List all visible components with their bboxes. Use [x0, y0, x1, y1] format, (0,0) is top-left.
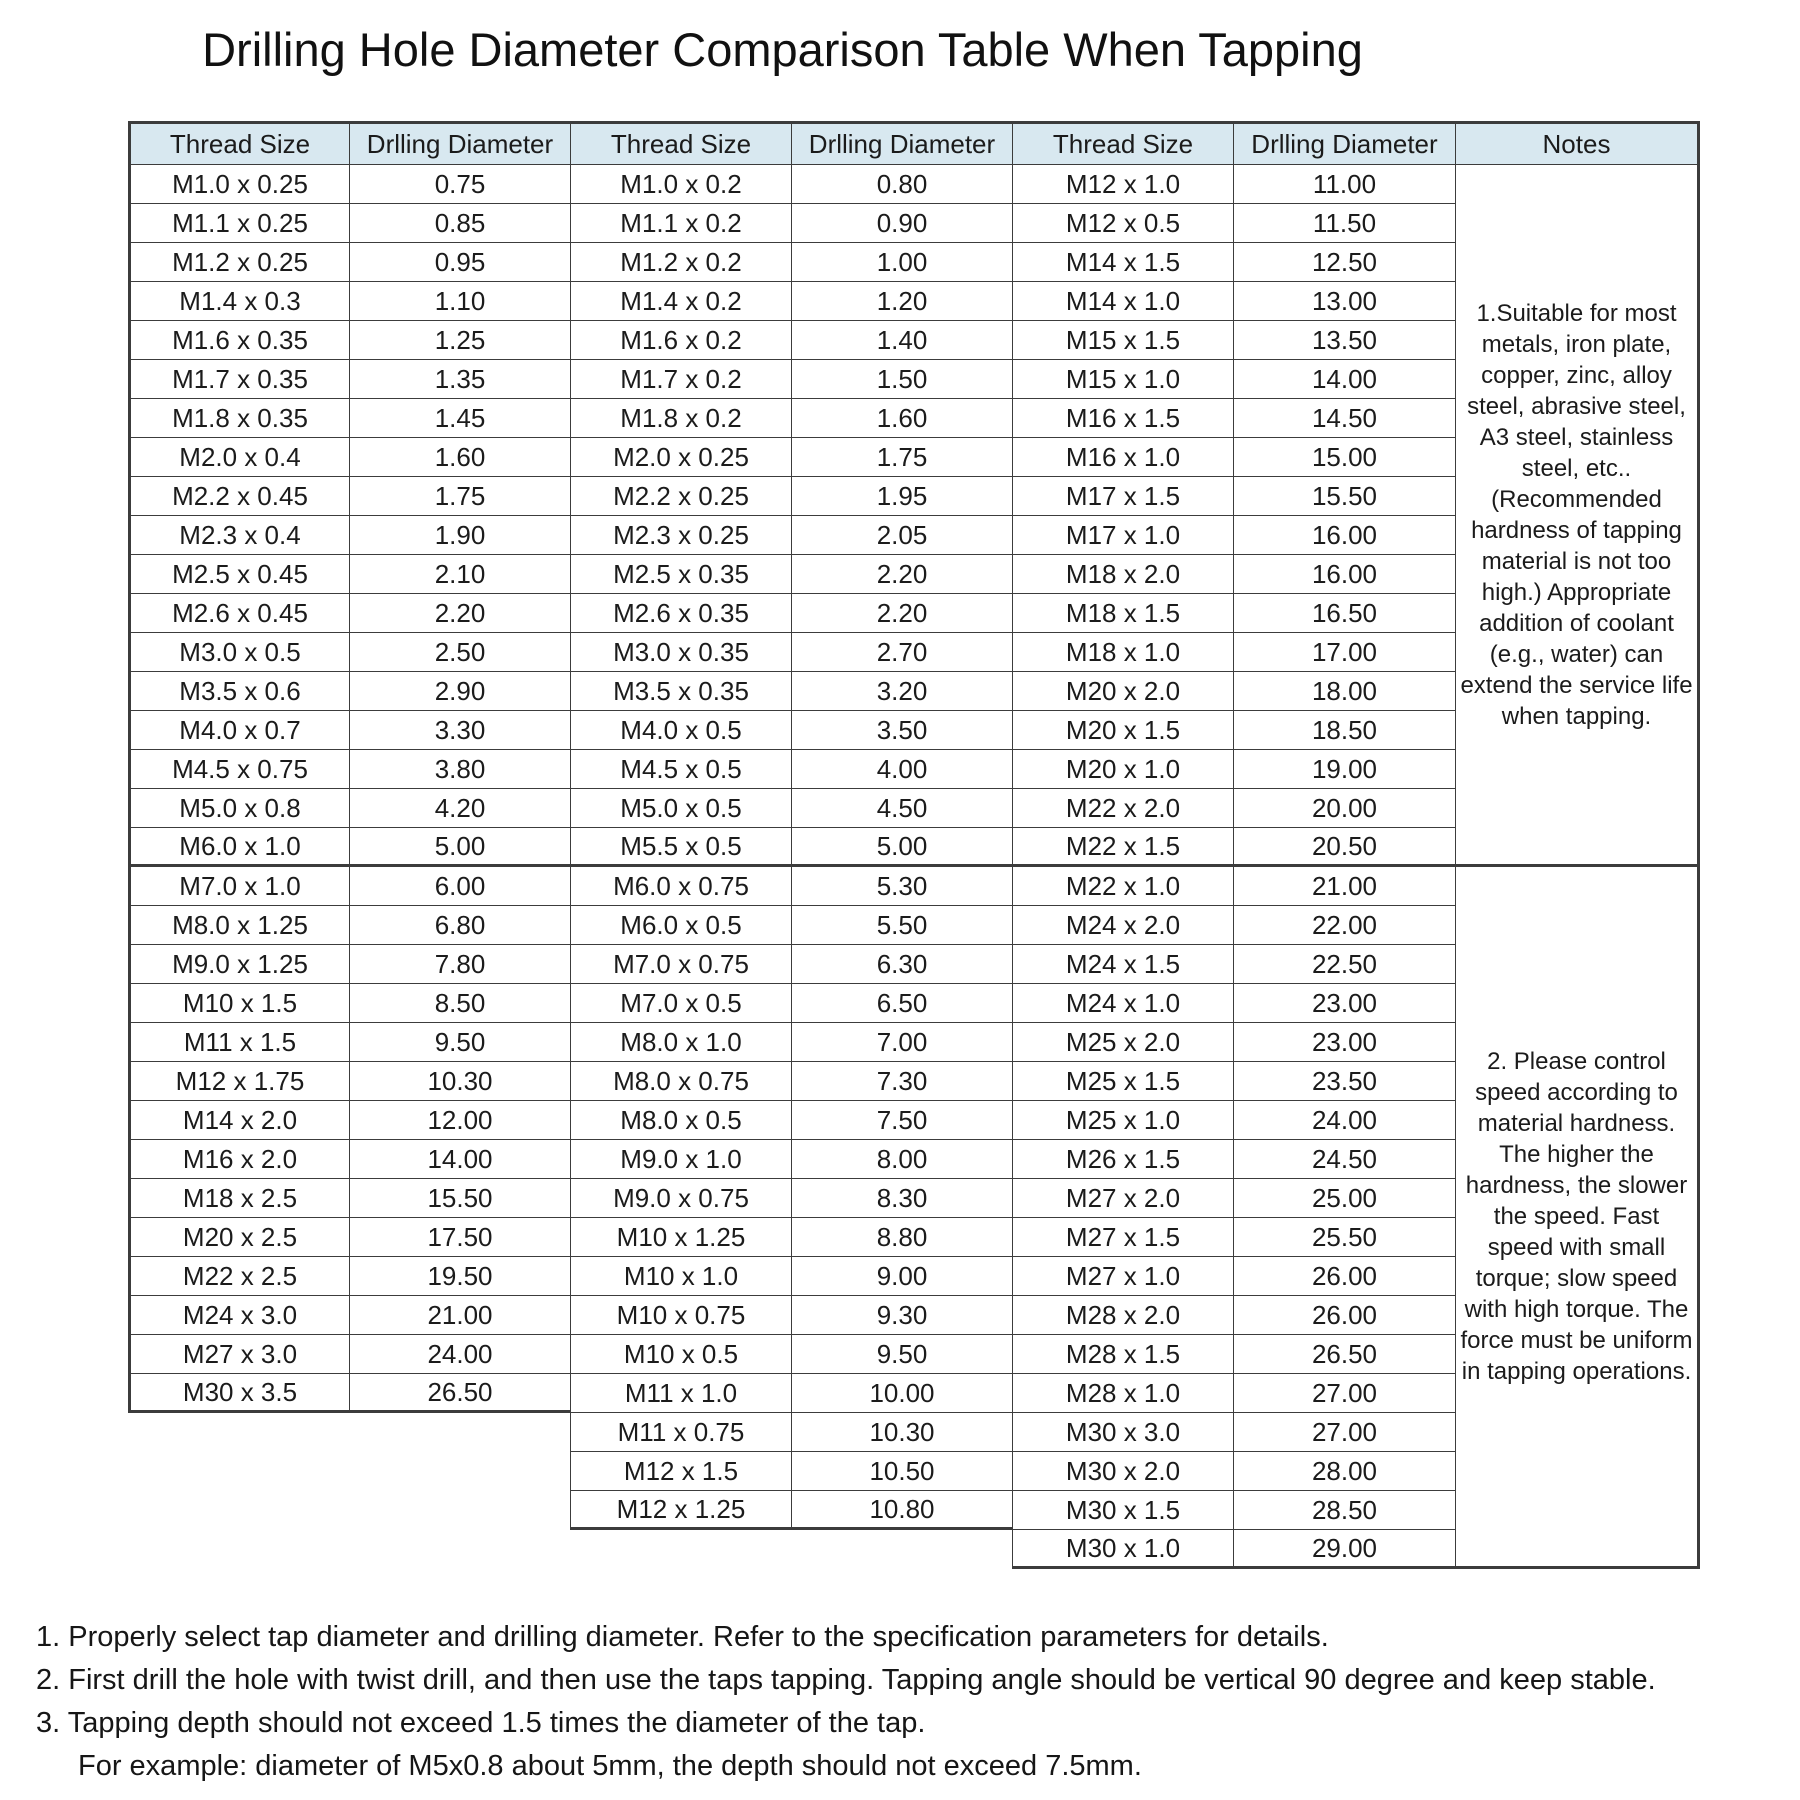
drill-diameter-cell: 26.50 — [350, 1374, 570, 1413]
thread-size-cell: M7.0 x 0.5 — [571, 984, 791, 1023]
thread-size-cell: M30 x 3.5 — [131, 1374, 349, 1413]
drill-diameter-cell: 12.00 — [350, 1101, 570, 1140]
drill-diameter-cell: 29.00 — [1234, 1530, 1455, 1569]
drill-diameter-cell: 6.80 — [350, 906, 570, 945]
thread-size-cell: M4.5 x 0.5 — [571, 750, 791, 789]
drill-diameter-cell: 14.00 — [350, 1140, 570, 1179]
thread-size-cell: M1.6 x 0.2 — [571, 321, 791, 360]
drill-diameter-cell: 12.50 — [1234, 243, 1455, 282]
drill-diameter-cell: 4.50 — [792, 789, 1012, 828]
drill-diameter-cell: 28.00 — [1234, 1452, 1455, 1491]
footer-note-3: 3. Tapping depth should not exceed 1.5 times the diameter of the tap. — [36, 1707, 926, 1739]
drill-diameter-cell: 0.90 — [792, 204, 1012, 243]
thread-size-cell: M27 x 1.5 — [1013, 1218, 1233, 1257]
thread-size-cell: M1.8 x 0.35 — [131, 399, 349, 438]
drill-diameter-cell: 26.00 — [1234, 1296, 1455, 1335]
drill-diameter-cell: 20.00 — [1234, 789, 1455, 828]
thread-size-cell: M18 x 1.0 — [1013, 633, 1233, 672]
drill-diameter-cell: 25.50 — [1234, 1218, 1455, 1257]
thread-size-cell: M1.4 x 0.2 — [571, 282, 791, 321]
thread-size-cell: M16 x 1.0 — [1013, 438, 1233, 477]
thread-col-3 — [1012, 121, 1233, 1569]
thread-size-cell: M30 x 1.5 — [1013, 1491, 1233, 1530]
drill-diameter-cell: 9.00 — [792, 1257, 1012, 1296]
thread-size-cell: M14 x 1.5 — [1013, 243, 1233, 282]
drill-diameter-cell: 10.80 — [792, 1491, 1012, 1530]
thread-size-cell: M6.0 x 0.5 — [571, 906, 791, 945]
thread-size-cell: M30 x 3.0 — [1013, 1413, 1233, 1452]
thread-size-cell: M27 x 1.0 — [1013, 1257, 1233, 1296]
thread-size-cell: M2.2 x 0.45 — [131, 477, 349, 516]
thread-size-cell: M2.5 x 0.35 — [571, 555, 791, 594]
drill-diameter-cell: 17.00 — [1234, 633, 1455, 672]
thread-size-cell: M2.0 x 0.4 — [131, 438, 349, 477]
thread-size-cell: M27 x 2.0 — [1013, 1179, 1233, 1218]
drill-diameter-cell: 1.75 — [350, 477, 570, 516]
drill-diameter-cell: 8.80 — [792, 1218, 1012, 1257]
thread-size-cell: M25 x 2.0 — [1013, 1023, 1233, 1062]
thread-size-cell: M2.6 x 0.45 — [131, 594, 349, 633]
drill-diameter-cell: 5.30 — [792, 867, 1012, 906]
drill-diameter-cell: 2.70 — [792, 633, 1012, 672]
footer-notes — [36, 1616, 1656, 1788]
thread-size-cell: M4.5 x 0.75 — [131, 750, 349, 789]
thread-size-cell: M24 x 1.0 — [1013, 984, 1233, 1023]
thread-size-cell: M11 x 0.75 — [571, 1413, 791, 1452]
thread-size-cell: M1.0 x 0.25 — [131, 165, 349, 204]
thread-size-cell: M10 x 1.5 — [131, 984, 349, 1023]
drill-diameter-cell: 1.45 — [350, 399, 570, 438]
thread-size-cell: M11 x 1.5 — [131, 1023, 349, 1062]
drill-diameter-cell: 1.95 — [792, 477, 1012, 516]
drill-diameter-cell: 17.50 — [350, 1218, 570, 1257]
drill-diameter-cell: 16.50 — [1234, 594, 1455, 633]
thread-size-cell: M25 x 1.0 — [1013, 1101, 1233, 1140]
thread-size-cell: M1.0 x 0.2 — [571, 165, 791, 204]
drill-diameter-cell: 2.20 — [350, 594, 570, 633]
drill-diameter-cell: 10.00 — [792, 1374, 1012, 1413]
thread-size-cell: M4.0 x 0.7 — [131, 711, 349, 750]
drill-diameter-cell: 28.50 — [1234, 1491, 1455, 1530]
thread-size-cell: M10 x 1.0 — [571, 1257, 791, 1296]
drill-diameter-cell: 11.00 — [1234, 165, 1455, 204]
thread-size-cell: M1.2 x 0.25 — [131, 243, 349, 282]
drill-diameter-cell: 21.00 — [350, 1296, 570, 1335]
thread-size-cell: M22 x 2.5 — [131, 1257, 349, 1296]
page-title: Drilling Hole Diameter Comparison Table When Tapping — [202, 23, 1363, 76]
drill-diameter-cell: 26.00 — [1234, 1257, 1455, 1296]
drill-diameter-cell: 8.50 — [350, 984, 570, 1023]
drill-diameter-cell: 1.90 — [350, 516, 570, 555]
thread-size-cell: M1.7 x 0.2 — [571, 360, 791, 399]
drill-diameter-cell: 0.95 — [350, 243, 570, 282]
drill-diameter-cell: 3.50 — [792, 711, 1012, 750]
thread-size-cell: M17 x 1.0 — [1013, 516, 1233, 555]
thread-size-cell: M5.5 x 0.5 — [571, 828, 791, 867]
thread-size-cell: M7.0 x 0.75 — [571, 945, 791, 984]
thread-col-1 — [128, 121, 349, 1413]
thread-size-cell: M10 x 1.25 — [571, 1218, 791, 1257]
thread-size-cell: M8.0 x 0.5 — [571, 1101, 791, 1140]
drill-diameter-cell: 24.00 — [350, 1335, 570, 1374]
drill-diameter-cell: 4.20 — [350, 789, 570, 828]
drill-diameter-cell: 0.85 — [350, 204, 570, 243]
drill-diameter-cell: 14.50 — [1234, 399, 1455, 438]
thread-size-cell: M18 x 2.0 — [1013, 555, 1233, 594]
drill-diameter-cell: 27.00 — [1234, 1374, 1455, 1413]
thread-size-cell: M30 x 2.0 — [1013, 1452, 1233, 1491]
drill-diameter-cell: 18.50 — [1234, 711, 1455, 750]
drill-diameter-cell: 10.30 — [792, 1413, 1012, 1452]
drill-diameter-cell: 5.50 — [792, 906, 1012, 945]
thread-size-cell: M6.0 x 0.75 — [571, 867, 791, 906]
drill-diameter-cell: 10.30 — [350, 1062, 570, 1101]
drill-diameter-cell: 1.40 — [792, 321, 1012, 360]
thread-size-cell: M2.3 x 0.25 — [571, 516, 791, 555]
drill-diameter-cell: 25.00 — [1234, 1179, 1455, 1218]
thread-size-cell: M12 x 0.5 — [1013, 204, 1233, 243]
thread-size-cell: M7.0 x 1.0 — [131, 867, 349, 906]
column-header: Drlling Diameter — [350, 121, 570, 165]
drill-diameter-cell: 2.10 — [350, 555, 570, 594]
thread-size-cell: M12 x 1.5 — [571, 1452, 791, 1491]
column-header: Thread Size — [571, 121, 791, 165]
tapping-table — [128, 121, 1700, 1569]
thread-size-cell: M9.0 x 1.0 — [571, 1140, 791, 1179]
drill-diameter-cell: 5.00 — [350, 828, 570, 867]
thread-size-cell: M2.5 x 0.45 — [131, 555, 349, 594]
diameter-col-3 — [1233, 121, 1455, 1569]
thread-size-cell: M22 x 1.0 — [1013, 867, 1233, 906]
thread-size-cell: M10 x 0.5 — [571, 1335, 791, 1374]
thread-size-cell: M3.5 x 0.6 — [131, 672, 349, 711]
thread-size-cell: M16 x 2.0 — [131, 1140, 349, 1179]
drill-diameter-cell: 1.60 — [350, 438, 570, 477]
column-header: Thread Size — [131, 121, 349, 165]
drill-diameter-cell: 19.00 — [1234, 750, 1455, 789]
drill-diameter-cell: 1.60 — [792, 399, 1012, 438]
drill-diameter-cell: 2.20 — [792, 555, 1012, 594]
drill-diameter-cell: 13.50 — [1234, 321, 1455, 360]
drill-diameter-cell: 23.00 — [1234, 1023, 1455, 1062]
thread-size-cell: M22 x 1.5 — [1013, 828, 1233, 867]
drill-diameter-cell: 2.90 — [350, 672, 570, 711]
column-header: Drlling Diameter — [1234, 121, 1455, 165]
drill-diameter-cell: 20.50 — [1234, 828, 1455, 867]
thread-size-cell: M9.0 x 0.75 — [571, 1179, 791, 1218]
thread-size-cell: M15 x 1.0 — [1013, 360, 1233, 399]
drill-diameter-cell: 7.30 — [792, 1062, 1012, 1101]
drill-diameter-cell: 6.30 — [792, 945, 1012, 984]
thread-size-cell: M1.6 x 0.35 — [131, 321, 349, 360]
drill-diameter-cell: 18.00 — [1234, 672, 1455, 711]
column-header: Drlling Diameter — [792, 121, 1012, 165]
drill-diameter-cell: 16.00 — [1234, 555, 1455, 594]
drill-diameter-cell: 22.50 — [1234, 945, 1455, 984]
drill-diameter-cell: 3.30 — [350, 711, 570, 750]
drill-diameter-cell: 24.50 — [1234, 1140, 1455, 1179]
thread-size-cell: M8.0 x 1.25 — [131, 906, 349, 945]
drill-diameter-cell: 2.20 — [792, 594, 1012, 633]
thread-size-cell: M5.0 x 0.5 — [571, 789, 791, 828]
drill-diameter-cell: 9.50 — [792, 1335, 1012, 1374]
drill-diameter-cell: 1.20 — [792, 282, 1012, 321]
drill-diameter-cell: 13.00 — [1234, 282, 1455, 321]
thread-size-cell: M2.2 x 0.25 — [571, 477, 791, 516]
drill-diameter-cell: 14.00 — [1234, 360, 1455, 399]
thread-size-cell: M3.0 x 0.35 — [571, 633, 791, 672]
thread-size-cell: M14 x 1.0 — [1013, 282, 1233, 321]
thread-size-cell: M17 x 1.5 — [1013, 477, 1233, 516]
drill-diameter-cell: 7.80 — [350, 945, 570, 984]
thread-size-cell: M1.1 x 0.2 — [571, 204, 791, 243]
footer-note-2: 2. First drill the hole with twist drill, and then use the taps tapping. Tapping angle should be vertical 90 degree and keep stable. — [36, 1664, 1656, 1696]
thread-size-cell: M20 x 1.0 — [1013, 750, 1233, 789]
thread-size-cell: M30 x 1.0 — [1013, 1530, 1233, 1569]
drill-diameter-cell: 2.50 — [350, 633, 570, 672]
thread-size-cell: M3.0 x 0.5 — [131, 633, 349, 672]
thread-size-cell: M22 x 2.0 — [1013, 789, 1233, 828]
drill-diameter-cell: 11.50 — [1234, 204, 1455, 243]
footer-note-4: For example: diameter of M5x0.8 about 5mm, the depth should not exceed 7.5mm. — [78, 1750, 1142, 1782]
drill-diameter-cell: 27.00 — [1234, 1413, 1455, 1452]
diameter-col-2 — [791, 121, 1012, 1530]
drill-diameter-cell: 0.75 — [350, 165, 570, 204]
diameter-col-1 — [349, 121, 570, 1413]
notes-section-1: 1.Suitable for most metals, iron plate, copper, zinc, alloy steel, abrasive steel, A3 steel, stainless steel, etc..(Recommended hardness of tapping material is not too high.) Appropriate addition of coolant (e.g., water) can extend the service life when tapping. — [1456, 165, 1700, 867]
thread-size-cell: M4.0 x 0.5 — [571, 711, 791, 750]
drill-diameter-cell: 1.75 — [792, 438, 1012, 477]
drill-diameter-cell: 23.00 — [1234, 984, 1455, 1023]
drill-diameter-cell: 15.50 — [1234, 477, 1455, 516]
thread-size-cell: M18 x 2.5 — [131, 1179, 349, 1218]
thread-size-cell: M16 x 1.5 — [1013, 399, 1233, 438]
thread-size-cell: M3.5 x 0.35 — [571, 672, 791, 711]
thread-size-cell: M28 x 2.0 — [1013, 1296, 1233, 1335]
drill-diameter-cell: 15.00 — [1234, 438, 1455, 477]
drill-diameter-cell: 1.10 — [350, 282, 570, 321]
thread-size-cell: M10 x 0.75 — [571, 1296, 791, 1335]
thread-size-cell: M28 x 1.0 — [1013, 1374, 1233, 1413]
thread-size-cell: M15 x 1.5 — [1013, 321, 1233, 360]
drill-diameter-cell: 4.00 — [792, 750, 1012, 789]
drill-diameter-cell: 1.25 — [350, 321, 570, 360]
thread-size-cell: M24 x 2.0 — [1013, 906, 1233, 945]
thread-size-cell: M24 x 3.0 — [131, 1296, 349, 1335]
thread-size-cell: M25 x 1.5 — [1013, 1062, 1233, 1101]
drill-diameter-cell: 8.00 — [792, 1140, 1012, 1179]
drill-diameter-cell: 7.00 — [792, 1023, 1012, 1062]
drill-diameter-cell: 23.50 — [1234, 1062, 1455, 1101]
thread-size-cell: M1.8 x 0.2 — [571, 399, 791, 438]
thread-size-cell: M20 x 1.5 — [1013, 711, 1233, 750]
thread-size-cell: M8.0 x 1.0 — [571, 1023, 791, 1062]
thread-size-cell: M26 x 1.5 — [1013, 1140, 1233, 1179]
thread-size-cell: M24 x 1.5 — [1013, 945, 1233, 984]
thread-size-cell: M2.0 x 0.25 — [571, 438, 791, 477]
notes-col — [1455, 121, 1700, 1569]
thread-size-cell: M5.0 x 0.8 — [131, 789, 349, 828]
thread-size-cell: M11 x 1.0 — [571, 1374, 791, 1413]
thread-size-cell: M12 x 1.25 — [571, 1491, 791, 1530]
thread-size-cell: M1.4 x 0.3 — [131, 282, 349, 321]
thread-size-cell: M18 x 1.5 — [1013, 594, 1233, 633]
thread-size-cell: M1.2 x 0.2 — [571, 243, 791, 282]
drill-diameter-cell: 6.50 — [792, 984, 1012, 1023]
thread-size-cell: M20 x 2.5 — [131, 1218, 349, 1257]
drill-diameter-cell: 5.00 — [792, 828, 1012, 867]
drill-diameter-cell: 21.00 — [1234, 867, 1455, 906]
footer-note-1: 1. Properly select tap diameter and drilling diameter. Refer to the specification parameters for details. — [36, 1621, 1329, 1653]
notes-section-2: 2. Please control speed according to material hardness. The higher the hardness, the slower the speed. Fast speed with small torque; slow speed with high torque. The force must be uniform in tapping operations. — [1456, 867, 1700, 1569]
drill-diameter-cell: 7.50 — [792, 1101, 1012, 1140]
thread-col-2 — [570, 121, 791, 1530]
drill-diameter-cell: 6.00 — [350, 867, 570, 906]
drill-diameter-cell: 1.50 — [792, 360, 1012, 399]
drill-diameter-cell: 10.50 — [792, 1452, 1012, 1491]
drill-diameter-cell: 0.80 — [792, 165, 1012, 204]
column-header: Notes — [1456, 121, 1700, 165]
drill-diameter-cell: 24.00 — [1234, 1101, 1455, 1140]
drill-diameter-cell: 3.80 — [350, 750, 570, 789]
thread-size-cell: M1.7 x 0.35 — [131, 360, 349, 399]
drill-diameter-cell: 9.50 — [350, 1023, 570, 1062]
drill-diameter-cell: 1.35 — [350, 360, 570, 399]
thread-size-cell: M8.0 x 0.75 — [571, 1062, 791, 1101]
thread-size-cell: M14 x 2.0 — [131, 1101, 349, 1140]
thread-size-cell: M6.0 x 1.0 — [131, 828, 349, 867]
thread-size-cell: M9.0 x 1.25 — [131, 945, 349, 984]
thread-size-cell: M2.6 x 0.35 — [571, 594, 791, 633]
thread-size-cell: M12 x 1.75 — [131, 1062, 349, 1101]
drill-diameter-cell: 1.00 — [792, 243, 1012, 282]
drill-diameter-cell: 26.50 — [1234, 1335, 1455, 1374]
drill-diameter-cell: 16.00 — [1234, 516, 1455, 555]
thread-size-cell: M20 x 2.0 — [1013, 672, 1233, 711]
thread-size-cell: M28 x 1.5 — [1013, 1335, 1233, 1374]
thread-size-cell: M27 x 3.0 — [131, 1335, 349, 1374]
drill-diameter-cell: 19.50 — [350, 1257, 570, 1296]
drill-diameter-cell: 9.30 — [792, 1296, 1012, 1335]
drill-diameter-cell: 3.20 — [792, 672, 1012, 711]
thread-size-cell: M1.1 x 0.25 — [131, 204, 349, 243]
drill-diameter-cell: 22.00 — [1234, 906, 1455, 945]
drill-diameter-cell: 15.50 — [350, 1179, 570, 1218]
column-header: Thread Size — [1013, 121, 1233, 165]
thread-size-cell: M12 x 1.0 — [1013, 165, 1233, 204]
drill-diameter-cell: 2.05 — [792, 516, 1012, 555]
thread-size-cell: M2.3 x 0.4 — [131, 516, 349, 555]
drill-diameter-cell: 8.30 — [792, 1179, 1012, 1218]
